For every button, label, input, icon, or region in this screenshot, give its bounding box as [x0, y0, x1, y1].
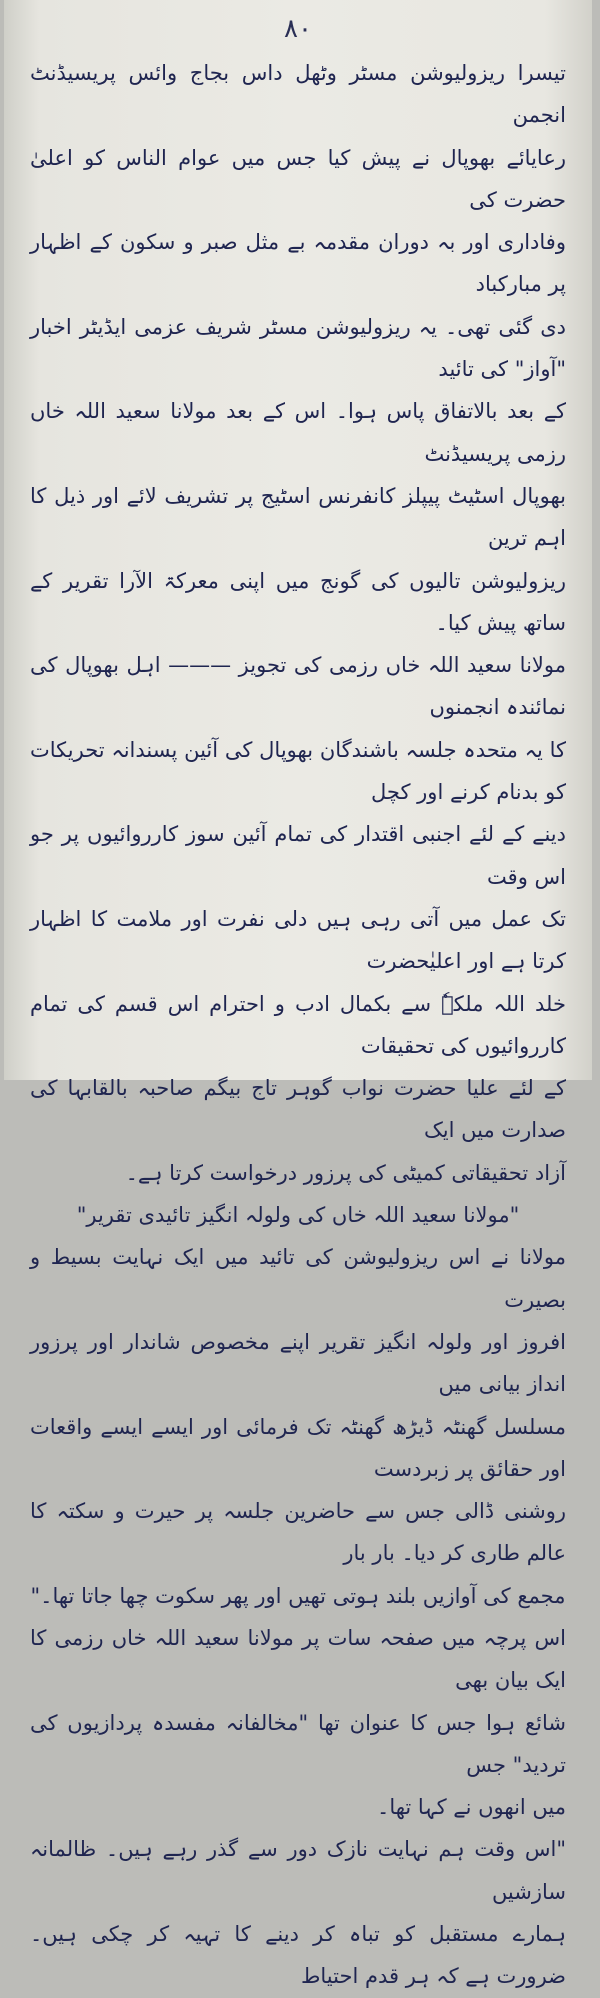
- text-line: رعایائے بھوپال نے پیش کیا جس میں عوام الناس کو اعلیٰ حضرت کی: [30, 145, 566, 212]
- text-line: اس پرچہ میں صفحہ سات پر مولانا سعید اللہ خاں رزمی کا ایک بیان بھی: [30, 1625, 566, 1693]
- text-line: مسلسل گھنٹہ ڈیڑھ گھنٹہ تک فرمائی اور ایسے ایسے واقعات اور حقائق پر زبردست: [30, 1414, 566, 1481]
- text-line: خلد اللہ ملکہٗ سے بکمال ادب و احترام اس قسم کی تمام کارروائیوں کی تحقیقات: [30, 991, 566, 1058]
- text-line: مولانا نے اس ریزولیوشن کی تائید میں ایک نہایت بسیط و بصیرت: [30, 1245, 566, 1312]
- text-line: وفاداری اور بہ دوران مقدمہ بے مثل صبر و سکون کے اظہار پر مبارکباد: [30, 230, 566, 297]
- text-line: تیسرا ریزولیوشن مسٹر وٹھل داس بجاج وائس پریسیڈنٹ انجمن: [30, 61, 566, 128]
- text-line: کے بعد بالاتفاق پاس ہوا۔ اس کے بعد مولانا سعید اللہ خاں رزمی پریسیڈنٹ: [30, 399, 566, 466]
- text-line: "اس وقت ہم نہایت نازک دور سے گذر رہے ہیں۔ ظالمانہ سازشیں: [30, 1837, 566, 1904]
- page-body: [30, 52, 566, 1998]
- text-line: آزاد تحقیقاتی کمیٹی کی پرزور درخواست کرتا ہے۔: [125, 1160, 566, 1185]
- text-line: روشنی ڈالی جس سے حاضرین جلسہ پر حیرت و سکتہ کا عالم طاری کر دیا۔ بار بار: [30, 1499, 566, 1566]
- text-line: ہمارے مستقبل کو تباہ کر دینے کا تہیہ کر چکی ہیں۔ ضرورت ہے کہ ہر قدم احتیاط: [30, 1922, 566, 1989]
- text-line: مولانا سعید اللہ خاں رزمی کی تجویز ——— اہل بھوپال کی نمائندہ انجمنوں: [30, 653, 566, 720]
- text-line: افروز اور ولولہ انگیز تقریر اپنے مخصوص شاندار اور پرزور انداز بیانی میں: [30, 1329, 566, 1397]
- text-line: بھوپال اسٹیٹ پیپلز کانفرنس اسٹیج پر تشریف لائے اور ذیل کا اہم ترین: [30, 483, 566, 551]
- text-line: کے لئے علیا حضرت نواب گوہر تاج بیگم صاحبہ بالقابہا کی صدارت میں ایک: [30, 1076, 566, 1143]
- book-page: [4, 0, 592, 1989]
- text-line: دی گئی تھی۔ یہ ریزولیوشن مسٹر شریف عزمی ایڈیٹر اخبار "آواز" کی تائید: [30, 314, 566, 382]
- speech-heading: "مولانا سعید اللہ خاں کی ولولہ انگیز تائیدی تقریر": [76, 1203, 520, 1228]
- text-line: دینے کے لئے اجنبی اقتدار کی تمام آئین سوز کارروائیوں پر جو اس وقت: [30, 822, 566, 889]
- page-number: ۸۰: [284, 14, 312, 44]
- text-line: میں انھوں نے کہا تھا۔: [377, 1795, 566, 1820]
- text-line: مجمع کی آوازیں بلند ہوتی تھیں اور پھر سکوت چھا جاتا تھا۔": [30, 1583, 566, 1608]
- text-line: ریزولیوشن تالیوں کی گونج میں اپنی معرکۃ الآرا تقریر کے ساتھ پیش کیا۔: [30, 568, 566, 635]
- text-line: شائع ہوا جس کا عنوان تھا "مخالفانہ مفسدہ پردازیوں کی تردید" جس: [30, 1710, 566, 1777]
- text-line: کا یہ متحدہ جلسہ باشندگان بھوپال کی آئین پسندانہ تحریکات کو بدنام کرنے اور کچل: [30, 737, 566, 805]
- text-line: تک عمل میں آتی رہی ہیں دلی نفرت اور ملامت کا اظہار کرتا ہے اور اعلیٰحضرت: [30, 906, 566, 974]
